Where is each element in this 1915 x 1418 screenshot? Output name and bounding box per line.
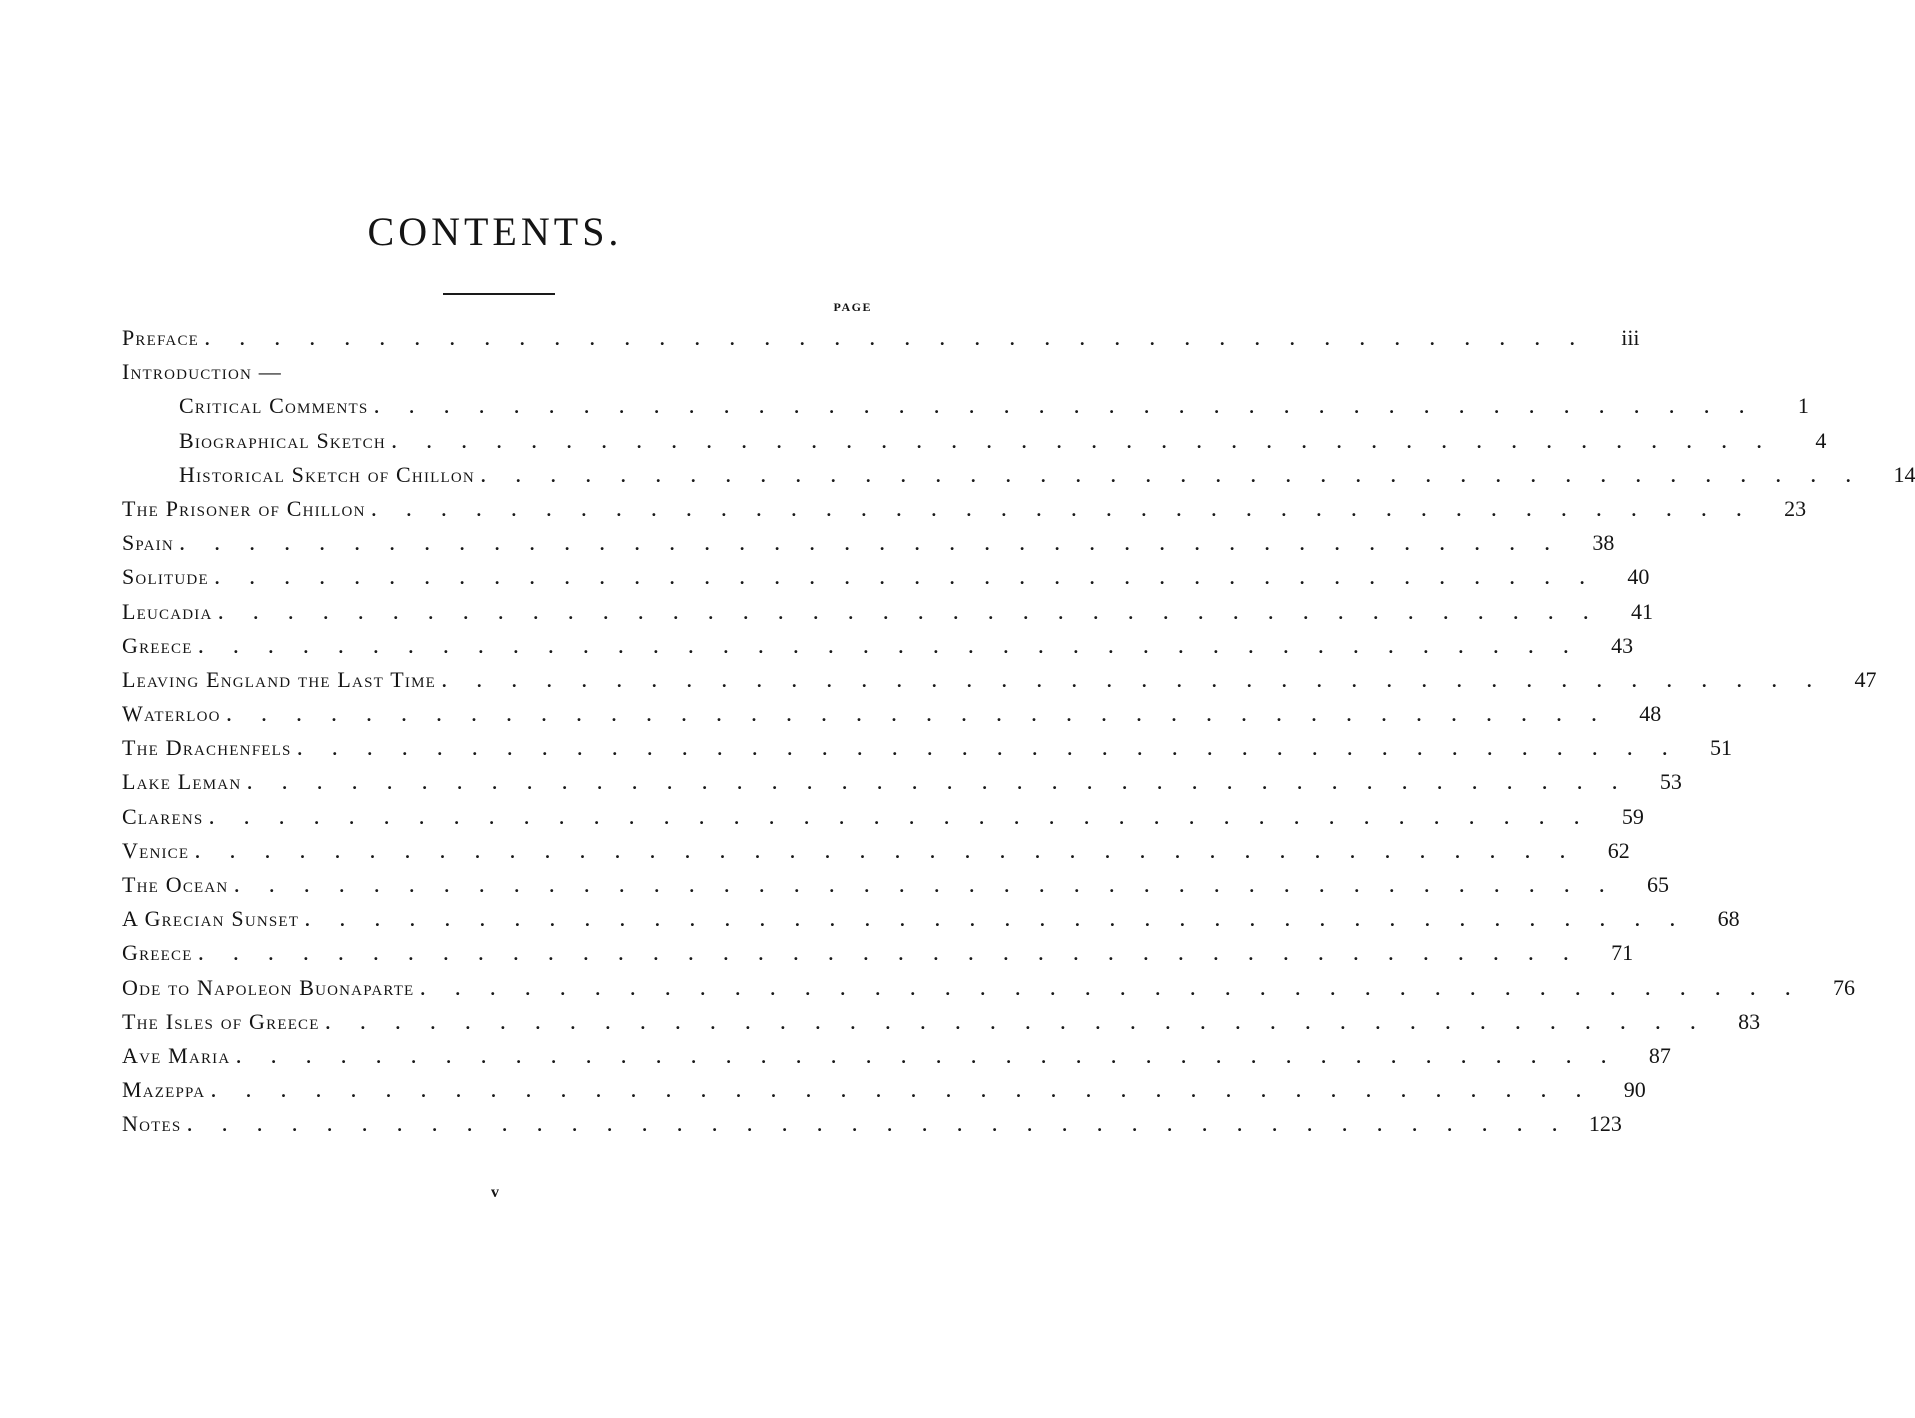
toc-entry-title: Mazeppa [122,1077,206,1103]
page-folio-number: v [491,1184,499,1201]
toc-entry-title: A Grecian Sunset [122,906,300,932]
dot-leader: . . . . . . . . . . . . . . . . . . . . . . . . . . . . . . . . . . . . . . . . [297,739,1681,760]
toc-page-number: 14 [1893,461,1915,487]
toc-entry-title: Greece [122,632,193,658]
dot-leader: . . . . . . . . . . . . . . . . . . . . . . . . . . . . . . . . . . . . . . . . [187,1115,1570,1136]
toc-page-number: 53 [1659,769,1682,795]
toc-page-number: 1 [1797,393,1809,419]
dot-leader: . . . . . . . . . . . . . . . . . . . . . . . . . . . . . . . . . . . . . . . . [211,1081,1594,1102]
toc-page-number: 59 [1621,803,1644,829]
toc-entry-title: Introduction — [122,359,282,385]
toc-entry [122,1042,1671,1077]
toc-page-number: 43 [1611,632,1634,658]
toc-page-number: 40 [1627,564,1650,590]
toc-page-number: 76 [1832,974,1855,1000]
toc-entry [122,1008,1761,1043]
toc-entry-title: Solitude [122,564,209,590]
toc-entry-title: Venice [122,837,190,863]
title-rule-divider [443,293,555,295]
toc-entry-title: Greece [122,940,193,966]
dot-leader: . . . . . . . . . . . . . . . . . . . . . . . . . . . . . . . . . . . . . . . . [198,636,1582,657]
toc-entry [122,632,1634,667]
dot-leader: . . . . . . . . . . . . . . . . . . . . . . . . . . . . . . . . . . . . . . . . [374,397,1757,418]
toc-page-number: 87 [1648,1042,1671,1068]
toc-entry-title: Ave Maria [122,1042,231,1068]
dot-leader: . . . . . . . . . . . . . . . . . . . . . . . . . . . . . . . . . . . . . . . . [420,978,1803,999]
dot-leader: . . . . . . . . . . . . . . . . . . . . . . . . . . . . . . . . . . . . . . . . [198,944,1582,965]
toc-page-number: 23 [1784,495,1807,521]
dot-leader: . . . . . . . . . . . . . . . . . . . . . . . . . . . . . . . . . . . . . . . . [247,773,1630,794]
toc-entry-title: Clarens [122,803,204,829]
toc-entry [122,701,1662,735]
toc-page-number: 38 [1592,530,1615,556]
toc-entry-title: Critical Comments [179,393,369,419]
toc-entry-title: The Drachenfels [122,735,292,761]
dot-leader: . . . . . . . . . . . . . . . . . . . . . . . . . . . . . . . . . . . . . . . . [480,465,1864,486]
toc-entry [122,1111,1622,1145]
toc-page-number: 62 [1607,837,1630,863]
toc-entry-title: Leucadia [122,598,213,624]
toc-entry [122,735,1733,769]
dot-leader: . . . . . . . . . . . . . . . . . . . . . . . . . . . . . . . . . . . . . . . . [391,431,1775,452]
toc-page-number: 4 [1815,427,1827,453]
toc-entry-title: Waterloo [122,701,221,727]
toc-subentry [122,427,1827,462]
toc-page-number: 71 [1611,940,1634,966]
toc-entry-title: Notes [122,1111,182,1137]
dot-leader: . . . . . . . . . . . . . . . . . . . . . . . . . . . . . . . . . . . . . . . . [371,499,1755,520]
toc-entry-title: The Prisoner of Chillon [122,495,366,521]
dot-leader: . . . . . . . . . . . . . . . . . . . . . . . . . . . . . . . . . . . . . . . . [214,568,1598,589]
dot-leader: . . . . . . . . . . . . . . . . . . . . . . . . . . . . . . . . . . . . . . . . [305,910,1688,931]
toc-entry [122,530,1615,564]
dot-leader: . . . . . . . . . . . . . . . . . . . . . . . . . . . . . . . . . . . . . . . . [442,670,1825,691]
toc-page-number: 65 [1646,872,1669,897]
toc-entry-title: Spain [122,530,174,556]
toc-entry [122,906,1740,940]
toc-page-number: 83 [1738,1008,1761,1034]
dot-leader: . . . . . . . . . . . . . . . . . . . . . . . . . . . . . . . . . . . . . . . . [325,1012,1709,1033]
toc-entry [122,495,1807,530]
toc-entry [122,974,1855,1009]
toc-entry-title: Historical Sketch of Chillon [179,461,475,487]
toc-entry-title: Lake Leman [122,769,242,795]
toc-page-number: 68 [1717,906,1740,932]
toc-entry [122,325,1640,359]
dot-leader: . . . . . . . . . . . . . . . . . . . . . . . . . . . . . . . . . . . . . . . . [179,534,1563,555]
toc-entry-title: Ode to Napoleon Buonaparte [122,974,415,1000]
toc-page-number: 48 [1639,701,1662,727]
toc-page-number: 41 [1631,598,1654,624]
toc-page-number: 51 [1710,735,1733,761]
toc-entry-title: Leaving England the Last Time [122,666,437,692]
toc-page-number: 123 [1588,1111,1622,1137]
toc-entry [122,837,1630,872]
toc-entry [122,1077,1646,1111]
toc-subentry [122,393,1809,427]
toc-entry-title: The Isles of Greece [122,1008,320,1034]
dot-leader: . . . . . . . . . . . . . . . . . . . . . . . . . . . . . . . . . . . . . . . . [234,876,1617,896]
toc-entry [122,598,1654,633]
toc-entry [122,769,1682,803]
toc-entry [122,564,1650,598]
toc-entry [122,803,1644,838]
toc-page-number: 47 [1854,666,1877,692]
toc-subentry [122,461,1915,496]
dot-leader: . . . . . . . . . . . . . . . . . . . . . . . . . . . . . . . . . . . . . . . . [209,807,1592,828]
toc-entry [122,666,1877,701]
toc-entry-title: Preface [122,325,200,350]
dot-leader: . . . . . . . . . . . . . . . . . . . . . . . . . . . . . . . . . . . . . . . . [226,705,1610,726]
toc-page-number: iii [1621,325,1640,350]
dot-leader: . . . . . . . . . . . . . . . . . . . . . . . . . . . . . . . . . . . . . . . . [236,1046,1619,1067]
dot-leader: . . . . . . . . . . . . . . . . . . . . . . . . . . . . . . . . . . . . . . . . [218,602,1602,623]
toc-entry [122,940,1634,974]
toc-page-number: 90 [1623,1077,1646,1103]
toc-entry-title: Biographical Sketch [179,427,386,453]
toc-entry [122,872,1669,906]
toc-entry [122,359,872,393]
dot-leader: . . . . . . . . . . . . . . . . . . . . . . . . . . . . . . . . . . . . . . . . [205,329,1588,349]
dot-leader: . . . . . . . . . . . . . . . . . . . . . . . . . . . . . . . . . . . . . . . . [195,841,1578,862]
page-title: CONTENTS. [367,209,623,254]
table-of-contents [122,325,1915,1146]
toc-entry-title: The Ocean [122,872,229,897]
page-column-heading: PAGE [833,300,872,314]
